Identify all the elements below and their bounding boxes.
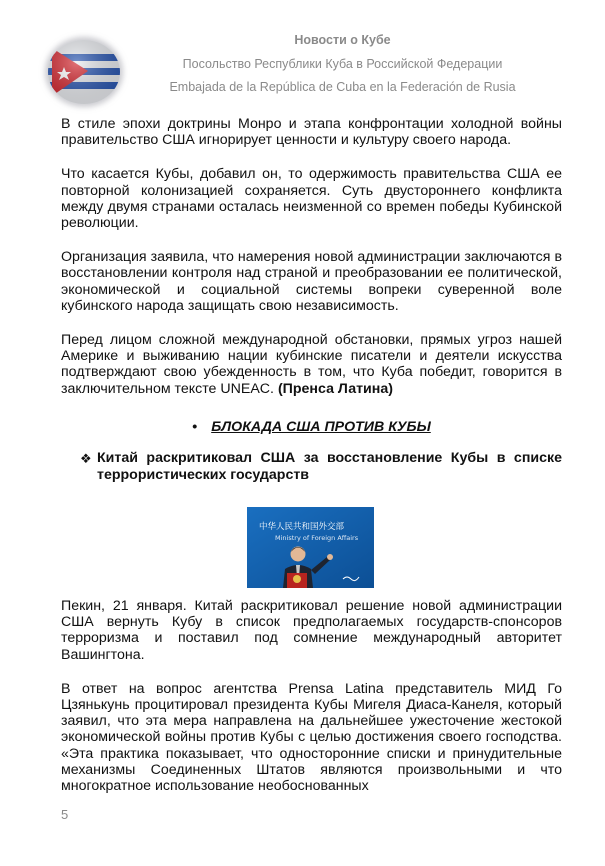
paragraph	[61, 332, 562, 397]
diamond-bullet-icon: ❖	[80, 451, 92, 466]
paragraph: Что касается Кубы, добавил он, то одержимость правительства США ее повторной колонизацией сохраняется. Суть двустороннего конфликта между двумя странами осталась неизменной со времен победы Кубинской революции.	[61, 166, 562, 232]
paragraph: Организация заявила, что намерения новой администрации заключаются в восстановлении контроля над страной и преобразовании ее политической, экономической и социальной системы вопреки суверенной воле кубинского народа защищать свою независимость.	[61, 249, 562, 314]
section-title: БЛОКАДА США ПРОТИВ КУБЫ	[211, 419, 431, 435]
paragraph: В ответ на вопрос агентства Prensa Latina представитель МИД Го Цзянькунь процитировал президента Кубы Мигеля Диаса-Канеля, который заявил, что эта мера направлена на дальнейшее ужесточение жестокой экономической войны против Кубы с целью достижения своего господства. «Эта практика показывает, что односторонние списки и принудительные механизмы Соединенных Штатов являются произвольными и что многократное использование необоснованных	[61, 680, 562, 795]
article-body-top	[61, 116, 562, 415]
header-embassy-ru: Посольство Республики Куба в Российской Федерации	[182, 57, 503, 71]
article-headline: Китай раскритиковал США за восстановление Кубы в списке террористических государств	[97, 450, 562, 483]
section-heading	[61, 419, 562, 435]
article-body-bottom	[61, 598, 562, 794]
cuban-flag-sphere-icon	[48, 40, 120, 104]
press-conference-photo	[247, 507, 374, 588]
bullet-icon: •	[192, 419, 198, 435]
header-embassy-es: Embajada de la República de Cuba en la Federación de Rusia	[169, 80, 516, 94]
photo-caption-en: Ministry of Foreign Affairs	[275, 534, 359, 542]
page-header	[0, 0, 605, 110]
paragraph-text: Перед лицом сложной международной обстановки, прямых угроз нашей Америке и выживанию нации кубинские писатели и деятели искусства подтверждают свою убежденность в том, что Куба победит, говорится в заключительном тексте UNEAC.	[61, 332, 562, 397]
page-number: 5	[61, 807, 69, 822]
photo-caption-cn: 中华人民共和国外交部	[259, 522, 345, 532]
paragraph: Пекин, 21 января. Китай раскритиковал решение новой администрации США вернуть Кубу в список предполагаемых государств-спонсоров терроризма и поставил под сомнение международный авторитет Вашингтона.	[61, 598, 562, 663]
source-credit: (Пренса Латина)	[277, 380, 393, 397]
paragraph: В стиле эпохи доктрины Монро и этапа конфронтации холодной войны правительство США игнорирует ценности и культуру своего народа.	[61, 116, 562, 149]
header-title: Новости о Кубе	[294, 33, 391, 47]
